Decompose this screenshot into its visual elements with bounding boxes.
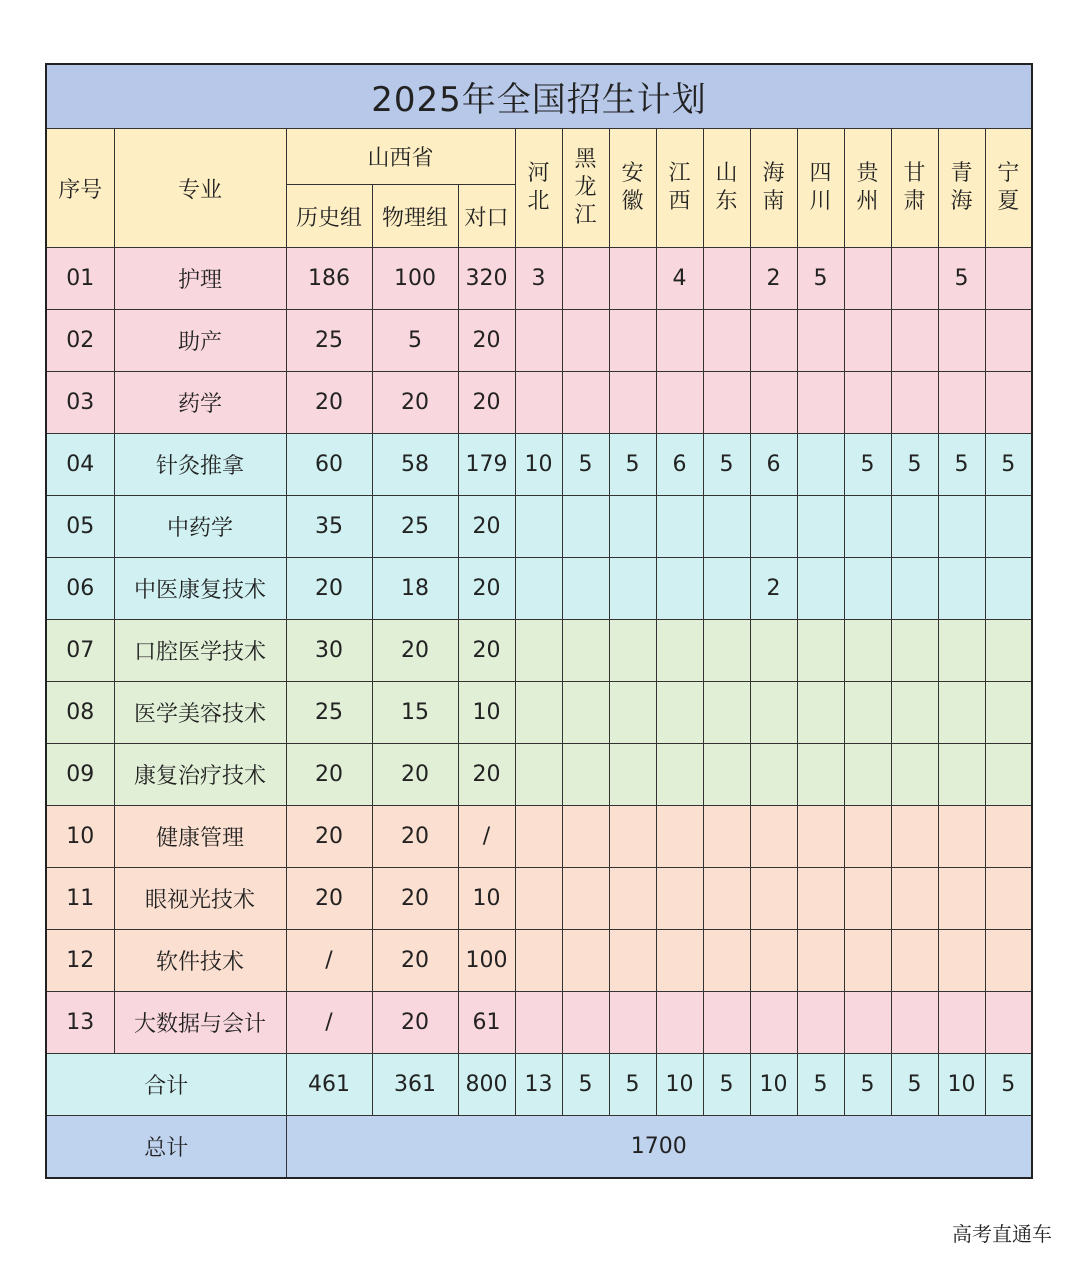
row-value: 18 — [372, 558, 458, 620]
header-province-char: 贵 — [856, 161, 879, 186]
row-value: 10 — [458, 682, 515, 744]
row-value — [844, 248, 891, 310]
row-value: 20 — [286, 868, 372, 930]
row-value — [750, 372, 797, 434]
row-value — [985, 992, 1032, 1054]
row-value: 5 — [891, 434, 938, 496]
row-value — [750, 620, 797, 682]
row-value — [938, 372, 985, 434]
row-value: 5 — [609, 434, 656, 496]
row-value — [750, 806, 797, 868]
row-value — [938, 806, 985, 868]
row-value — [891, 620, 938, 682]
row-value — [609, 992, 656, 1054]
row-value — [562, 682, 609, 744]
row-value — [844, 620, 891, 682]
table-row — [46, 806, 1032, 868]
row-value — [985, 930, 1032, 992]
header-province — [844, 129, 891, 248]
row-value: 20 — [458, 620, 515, 682]
row-major: 药学 — [114, 372, 286, 434]
total-row — [46, 1116, 1032, 1179]
row-value — [609, 372, 656, 434]
row-value — [515, 992, 562, 1054]
row-value: 15 — [372, 682, 458, 744]
table-row — [46, 558, 1032, 620]
header-province-char: 海 — [950, 189, 973, 214]
row-value — [797, 496, 844, 558]
row-value: 20 — [286, 372, 372, 434]
row-value — [703, 310, 750, 372]
row-value — [938, 868, 985, 930]
row-seq: 12 — [46, 930, 114, 992]
sum-value: 5 — [844, 1054, 891, 1116]
row-seq: 02 — [46, 310, 114, 372]
row-value — [515, 930, 562, 992]
row-value — [797, 434, 844, 496]
header-province-char: 夏 — [997, 189, 1020, 214]
row-value: 20 — [372, 992, 458, 1054]
sum-value: 5 — [797, 1054, 844, 1116]
header-vocational: 对口 — [458, 185, 515, 248]
row-value — [703, 806, 750, 868]
row-value — [891, 744, 938, 806]
row-value — [562, 558, 609, 620]
row-major: 眼视光技术 — [114, 868, 286, 930]
row-value — [750, 868, 797, 930]
row-value — [844, 372, 891, 434]
row-value — [797, 372, 844, 434]
row-value: 25 — [372, 496, 458, 558]
row-value: 10 — [458, 868, 515, 930]
row-seq: 11 — [46, 868, 114, 930]
header-province — [562, 129, 609, 248]
row-value: 20 — [458, 372, 515, 434]
row-value — [656, 806, 703, 868]
header-province — [515, 129, 562, 248]
row-value — [797, 868, 844, 930]
row-value — [562, 992, 609, 1054]
row-value — [703, 868, 750, 930]
row-value — [985, 806, 1032, 868]
enrollment-plan-table — [45, 63, 1033, 1179]
row-value — [656, 992, 703, 1054]
row-value: 20 — [458, 558, 515, 620]
row-value — [891, 248, 938, 310]
row-value: 5 — [562, 434, 609, 496]
row-value — [938, 744, 985, 806]
row-major: 医学美容技术 — [114, 682, 286, 744]
row-value — [750, 682, 797, 744]
row-value — [609, 496, 656, 558]
row-value: 25 — [286, 310, 372, 372]
row-value — [609, 868, 656, 930]
row-value — [797, 744, 844, 806]
table-row — [46, 930, 1032, 992]
row-value — [750, 930, 797, 992]
row-value — [797, 930, 844, 992]
row-value — [891, 806, 938, 868]
sum-value: 5 — [891, 1054, 938, 1116]
row-value — [938, 496, 985, 558]
header-province-char: 河 — [527, 161, 550, 186]
sum-value: 10 — [656, 1054, 703, 1116]
row-value — [703, 372, 750, 434]
sum-row — [46, 1054, 1032, 1116]
header-province-char: 安 — [621, 161, 644, 186]
row-value — [609, 248, 656, 310]
row-value — [797, 620, 844, 682]
row-value — [703, 620, 750, 682]
header-province-char: 龙 — [574, 175, 597, 200]
row-value — [562, 930, 609, 992]
table-row — [46, 868, 1032, 930]
row-value — [985, 310, 1032, 372]
row-value: / — [286, 930, 372, 992]
row-value — [985, 248, 1032, 310]
row-value — [938, 992, 985, 1054]
header-province-char: 东 — [715, 189, 738, 214]
row-major: 中医康复技术 — [114, 558, 286, 620]
row-value: 20 — [372, 868, 458, 930]
row-value — [797, 992, 844, 1054]
row-value: 61 — [458, 992, 515, 1054]
row-seq: 08 — [46, 682, 114, 744]
row-value: 5 — [938, 434, 985, 496]
header-seq: 序号 — [46, 129, 114, 248]
row-major: 针灸推拿 — [114, 434, 286, 496]
row-value — [656, 310, 703, 372]
row-value — [891, 558, 938, 620]
row-seq: 03 — [46, 372, 114, 434]
sum-value: 5 — [609, 1054, 656, 1116]
table-row — [46, 992, 1032, 1054]
row-value — [750, 744, 797, 806]
row-value — [844, 558, 891, 620]
row-value — [891, 372, 938, 434]
row-value: 35 — [286, 496, 372, 558]
row-value: 5 — [938, 248, 985, 310]
table-title: 2025年全国招生计划 — [46, 64, 1032, 129]
header-province-char: 徽 — [621, 189, 644, 214]
row-value: 20 — [286, 744, 372, 806]
row-value — [562, 806, 609, 868]
row-value: 20 — [372, 744, 458, 806]
header-province-char: 宁 — [997, 161, 1020, 186]
header-province-char: 黑 — [574, 147, 597, 172]
row-value — [938, 558, 985, 620]
sum-value: 361 — [372, 1054, 458, 1116]
row-value — [515, 682, 562, 744]
row-value — [703, 930, 750, 992]
row-value: 20 — [372, 620, 458, 682]
table-row — [46, 620, 1032, 682]
row-value — [985, 744, 1032, 806]
row-value: 5 — [985, 434, 1032, 496]
row-seq: 09 — [46, 744, 114, 806]
row-seq: 06 — [46, 558, 114, 620]
row-value: 20 — [458, 310, 515, 372]
row-value: 25 — [286, 682, 372, 744]
row-value — [656, 620, 703, 682]
header-province-char: 江 — [574, 203, 597, 228]
row-value: 179 — [458, 434, 515, 496]
row-value: / — [458, 806, 515, 868]
row-value: 20 — [458, 744, 515, 806]
row-value — [656, 930, 703, 992]
row-value — [985, 868, 1032, 930]
row-value — [656, 682, 703, 744]
row-value — [609, 620, 656, 682]
row-value — [656, 744, 703, 806]
table-row — [46, 372, 1032, 434]
row-value — [750, 310, 797, 372]
row-seq: 05 — [46, 496, 114, 558]
row-value — [797, 310, 844, 372]
header-province-char: 海 — [762, 161, 785, 186]
row-value — [515, 620, 562, 682]
row-value: 20 — [372, 930, 458, 992]
row-value: 6 — [656, 434, 703, 496]
row-major: 健康管理 — [114, 806, 286, 868]
row-seq: 01 — [46, 248, 114, 310]
row-major: 康复治疗技术 — [114, 744, 286, 806]
row-value: 3 — [515, 248, 562, 310]
header-province-char: 四 — [809, 161, 832, 186]
row-value — [938, 930, 985, 992]
row-value — [515, 806, 562, 868]
header-province-char: 北 — [527, 189, 550, 214]
row-value — [985, 558, 1032, 620]
row-value — [891, 682, 938, 744]
row-value: 100 — [372, 248, 458, 310]
row-value — [985, 682, 1032, 744]
row-value — [703, 558, 750, 620]
sum-value: 10 — [938, 1054, 985, 1116]
sum-value: 5 — [703, 1054, 750, 1116]
row-value — [797, 806, 844, 868]
row-value — [938, 620, 985, 682]
row-value: 5 — [703, 434, 750, 496]
row-major: 护理 — [114, 248, 286, 310]
row-seq: 13 — [46, 992, 114, 1054]
sum-label: 合计 — [46, 1054, 286, 1116]
row-value — [750, 496, 797, 558]
header-province — [609, 129, 656, 248]
row-value — [985, 372, 1032, 434]
row-value — [562, 744, 609, 806]
row-value: 100 — [458, 930, 515, 992]
table-row — [46, 682, 1032, 744]
row-value — [797, 682, 844, 744]
row-value — [750, 992, 797, 1054]
header-history-group: 历史组 — [286, 185, 372, 248]
row-value — [562, 248, 609, 310]
row-value: 5 — [797, 248, 844, 310]
row-value — [703, 744, 750, 806]
header-province-char: 山 — [715, 161, 738, 186]
header-province — [938, 129, 985, 248]
row-seq: 10 — [46, 806, 114, 868]
sum-value: 5 — [985, 1054, 1032, 1116]
row-value — [515, 744, 562, 806]
header-province-char: 江 — [668, 161, 691, 186]
row-value: 20 — [286, 806, 372, 868]
row-value — [891, 930, 938, 992]
header-province-char: 州 — [856, 189, 879, 214]
row-value — [844, 868, 891, 930]
header-major: 专业 — [114, 129, 286, 248]
row-major: 中药学 — [114, 496, 286, 558]
row-value — [985, 620, 1032, 682]
sum-value: 800 — [458, 1054, 515, 1116]
row-value — [891, 868, 938, 930]
row-value: 5 — [372, 310, 458, 372]
header-province — [891, 129, 938, 248]
row-value — [609, 744, 656, 806]
row-value — [844, 496, 891, 558]
sum-value: 5 — [562, 1054, 609, 1116]
row-major: 软件技术 — [114, 930, 286, 992]
table-row — [46, 496, 1032, 558]
header-province-char: 西 — [668, 189, 691, 214]
header-province-char: 青 — [950, 161, 973, 186]
row-value: 58 — [372, 434, 458, 496]
row-value: 5 — [844, 434, 891, 496]
row-value: 20 — [372, 372, 458, 434]
row-value — [515, 558, 562, 620]
header-shanxi: 山西省 — [286, 129, 515, 185]
row-value — [515, 310, 562, 372]
watermark-text: 高考直通车 — [952, 1222, 1052, 1246]
header-province — [797, 129, 844, 248]
table-row — [46, 310, 1032, 372]
header-province-char: 甘 — [903, 161, 926, 186]
row-value — [609, 682, 656, 744]
row-value: 60 — [286, 434, 372, 496]
row-value: 6 — [750, 434, 797, 496]
row-value — [515, 496, 562, 558]
row-value — [703, 248, 750, 310]
header-province — [750, 129, 797, 248]
row-major: 助产 — [114, 310, 286, 372]
row-value — [891, 496, 938, 558]
row-value — [562, 496, 609, 558]
row-value — [562, 868, 609, 930]
row-value: 320 — [458, 248, 515, 310]
row-seq: 04 — [46, 434, 114, 496]
sum-value: 10 — [750, 1054, 797, 1116]
row-value — [844, 310, 891, 372]
header-province-char: 川 — [809, 189, 832, 214]
table-row — [46, 744, 1032, 806]
row-value — [609, 558, 656, 620]
row-value — [609, 806, 656, 868]
row-value — [844, 992, 891, 1054]
row-value — [844, 744, 891, 806]
row-value — [609, 930, 656, 992]
row-value: 10 — [515, 434, 562, 496]
row-value — [562, 310, 609, 372]
row-value — [656, 558, 703, 620]
header-physics-group: 物理组 — [372, 185, 458, 248]
row-value — [703, 682, 750, 744]
row-value: / — [286, 992, 372, 1054]
row-value: 2 — [750, 248, 797, 310]
row-value: 20 — [372, 806, 458, 868]
header-province-char: 南 — [762, 189, 785, 214]
row-value — [891, 992, 938, 1054]
row-value — [938, 310, 985, 372]
total-value: 1700 — [286, 1116, 1032, 1179]
row-value — [891, 310, 938, 372]
sum-value: 461 — [286, 1054, 372, 1116]
header-province — [656, 129, 703, 248]
row-value — [703, 496, 750, 558]
header-province — [985, 129, 1032, 248]
row-value: 20 — [286, 558, 372, 620]
row-value — [656, 372, 703, 434]
header-province-char: 肃 — [903, 189, 926, 214]
row-value — [515, 372, 562, 434]
sum-value: 13 — [515, 1054, 562, 1116]
total-label: 总计 — [46, 1116, 286, 1179]
row-seq: 07 — [46, 620, 114, 682]
row-value — [844, 682, 891, 744]
row-value — [844, 806, 891, 868]
table-row — [46, 248, 1032, 310]
header-province — [703, 129, 750, 248]
row-value: 186 — [286, 248, 372, 310]
row-value: 4 — [656, 248, 703, 310]
row-value — [656, 868, 703, 930]
row-value — [515, 868, 562, 930]
row-value — [562, 620, 609, 682]
row-value — [985, 496, 1032, 558]
row-value — [938, 682, 985, 744]
row-value — [797, 558, 844, 620]
row-value — [703, 992, 750, 1054]
table-row — [46, 434, 1032, 496]
row-major: 口腔医学技术 — [114, 620, 286, 682]
row-major: 大数据与会计 — [114, 992, 286, 1054]
row-value: 2 — [750, 558, 797, 620]
row-value — [609, 310, 656, 372]
row-value — [562, 372, 609, 434]
row-value: 30 — [286, 620, 372, 682]
row-value — [656, 496, 703, 558]
row-value: 20 — [458, 496, 515, 558]
row-value — [844, 930, 891, 992]
